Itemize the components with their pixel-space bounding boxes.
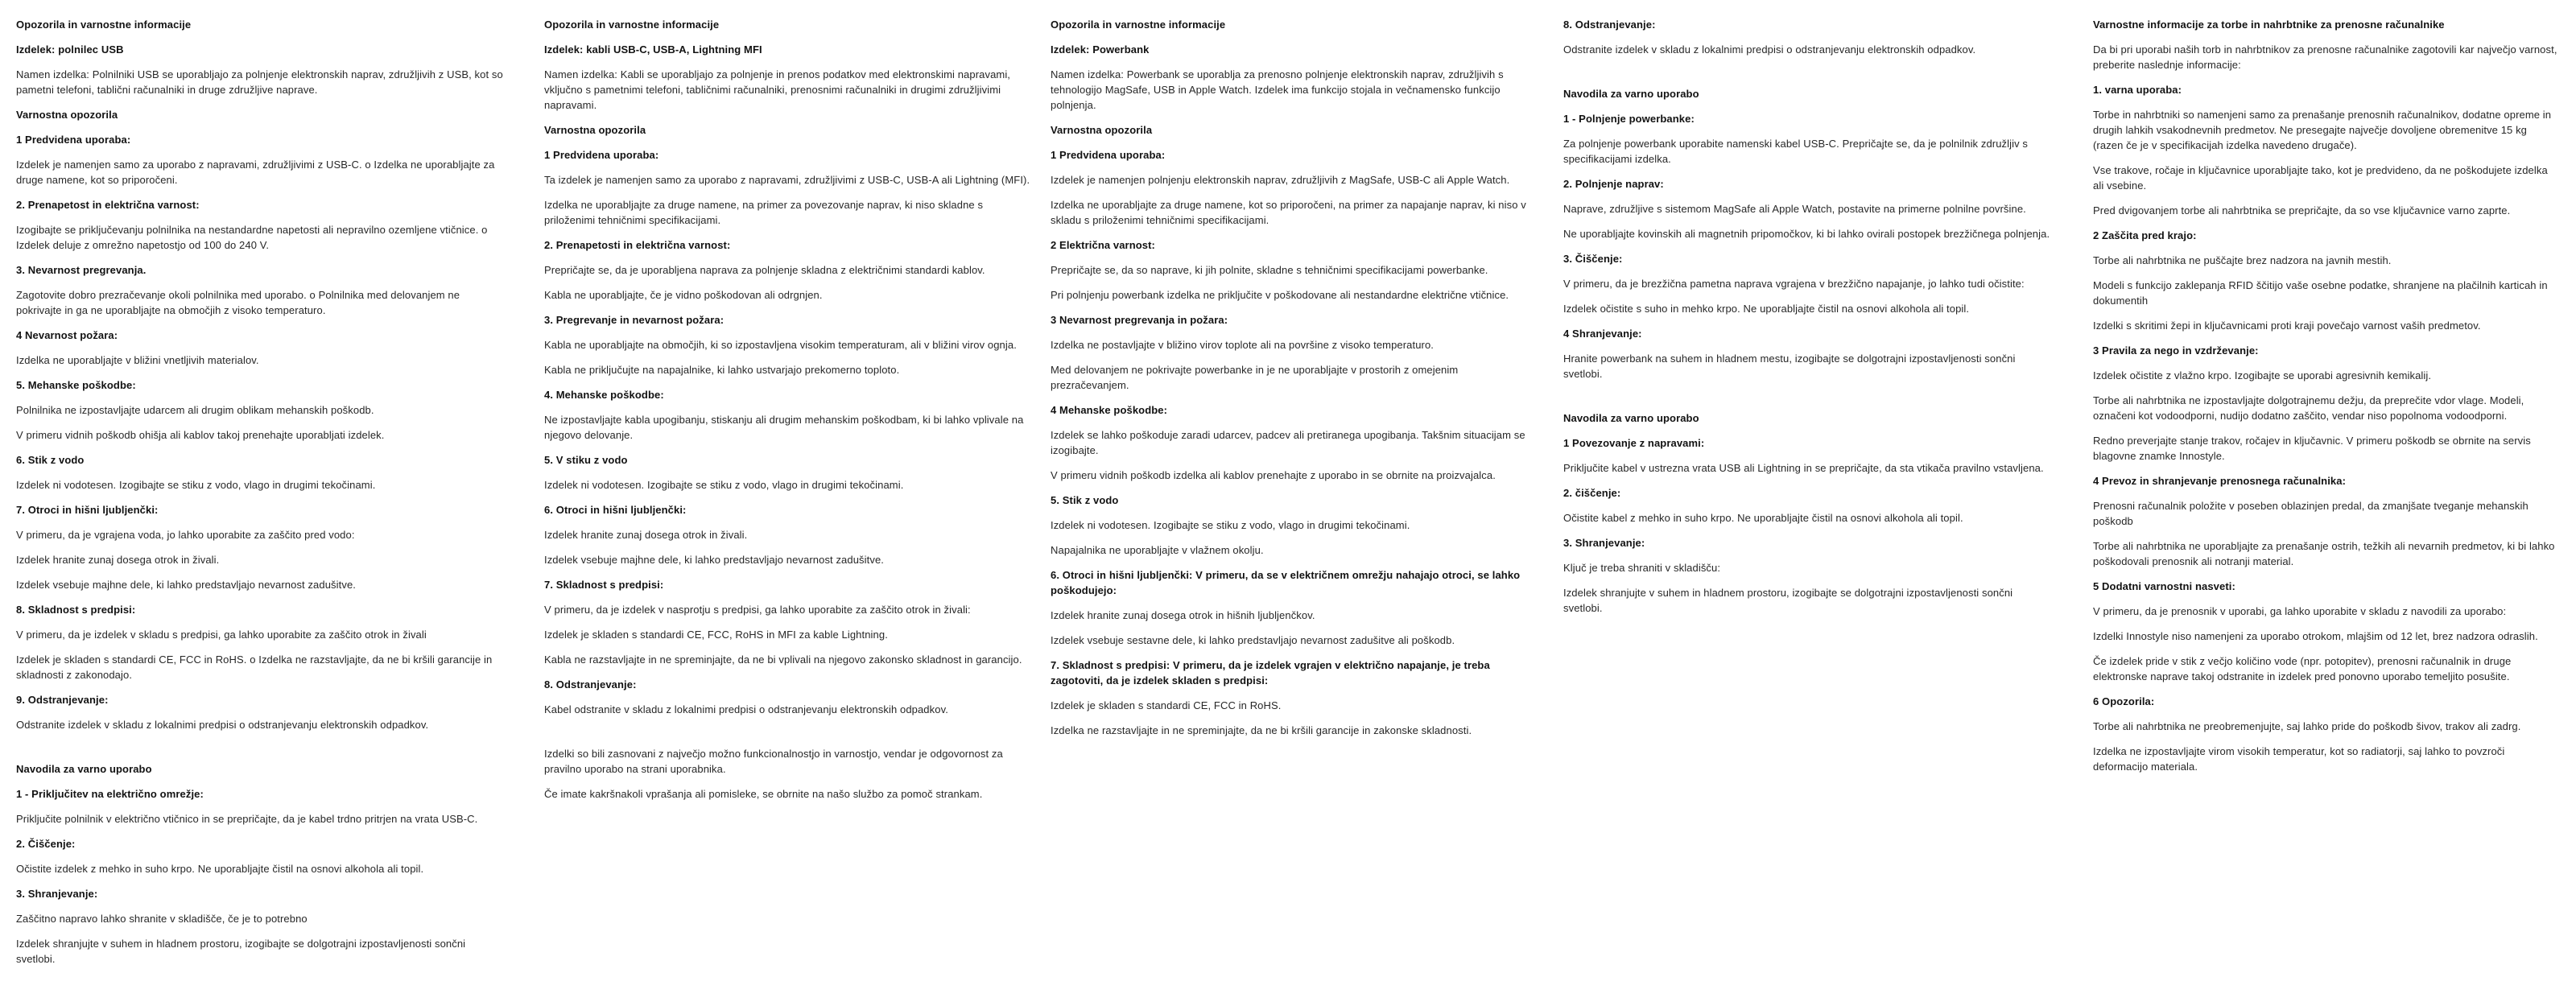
- paragraph: Izdelek hranite zunaj dosega otrok in živali.: [16, 554, 220, 566]
- paragraph: Izdelek ni vodotesen. Izogibajte se stiku z vodo, vlago in drugimi tekočinami.: [1051, 519, 1410, 531]
- paragraph: Očistite kabel z mehko in suho krpo. Ne uporabljajte čistil na osnovi alkohola ali topil.: [1563, 512, 1963, 524]
- paragraph: Izdelek je skladen s standardi CE, FCC, RoHS in MFI za kable Lightning.: [544, 629, 888, 641]
- paragraph: Torbe in nahrbtniki so namenjeni samo za prenašanje prenosnih računalnikov, dodatne opreme in drugih lahkih vsakodnevnih predmetov. Ne presegajte največje dovoljene obremenitve 15 kg (razen če je v specifikacijah izdelka navedeno drugače).: [2093, 109, 2552, 151]
- paragraph: Izdelek vsebuje majhne dele, ki lahko predstavljajo nevarnost zadušitve.: [16, 579, 356, 591]
- spacer: [1563, 391, 2050, 410]
- section-heading: 6. Stik z vodo: [16, 454, 85, 466]
- section-heading: 1 Predvidena uporaba:: [544, 149, 659, 161]
- section-heading: 9. Odstranjevanje:: [16, 694, 109, 706]
- paragraph: Torbe ali nahrbtnika ne izpostavljajte dolgotrajnemu dežju, da preprečite vdor vlage. Modeli, označeni kot vodoodporni, nudijo dodatno zaščito, vendar niso popolnoma vodoodporni.: [2093, 394, 2524, 422]
- paragraph: Če imate kakršnakoli vprašanja ali pomisleke, se obrnite na našo službo za pomoč strankam.: [544, 788, 983, 800]
- paragraph: Izdelka ne uporabljajte za druge namene, kot so priporočeni, na primer za napajanje naprav, ki niso v skladu s priloženimi tehničnimi specifikacijami.: [1051, 199, 1526, 226]
- section-heading: 8. Odstranjevanje:: [544, 678, 637, 691]
- paragraph: Izdelek hranite zunaj dosega otrok in hišnih ljubljenčkov.: [1051, 609, 1315, 621]
- section-heading: Varnostne informacije za torbe in nahrbtnike za prenosne računalnike: [2093, 19, 2445, 31]
- section-heading: 1. varna uporaba:: [2093, 84, 2182, 96]
- paragraph: V primeru, da je izdelek v skladu s predpisi, ga lahko uporabite za zaščito otrok in živali: [16, 629, 427, 641]
- section-heading: 2. čiščenje:: [1563, 487, 1621, 499]
- paragraph: Izdelek ni vodotesen. Izogibajte se stiku z vodo, vlago in drugimi tekočinami.: [16, 479, 376, 491]
- paragraph: Ta izdelek je namenjen samo za uporabo z napravami, združljivimi z USB-C, USB-A ali Lightning (MFI).: [544, 174, 1030, 186]
- spacer: [16, 742, 503, 761]
- section-heading: 2 Električna varnost:: [1051, 239, 1155, 251]
- paragraph: Izdelek hranite zunaj dosega otrok in živali.: [544, 529, 748, 541]
- section-heading: Izdelek: kabli USB-C, USB-A, Lightning MFI: [544, 43, 762, 56]
- paragraph: Odstranite izdelek v skladu z lokalnimi predpisi o odstranjevanju elektronskih odpadkov.: [1563, 43, 1976, 56]
- section-heading: 1 - Polnjenje powerbanke:: [1563, 113, 1695, 125]
- paragraph: Torbe ali nahrbtnika ne preobremenjujte, saj lahko pride do poškodb šivov, trakov ali zadrg.: [2093, 720, 2521, 732]
- paragraph: Izdelka ne razstavljajte in ne spreminjajte, da ne bi kršili garancije in zakonske skladnosti.: [1051, 724, 1472, 736]
- column-powerbank: [1051, 17, 1538, 748]
- paragraph: Izdelek je namenjen samo za uporabo z napravami, združljivimi z USB-C. o Izdelka ne uporabljajte za druge namene, kot so priporočeni.: [16, 159, 495, 186]
- section-heading: Navodila za varno uporabo: [16, 763, 152, 775]
- spacer: [1563, 67, 2050, 86]
- paragraph: Izdelek vsebuje majhne dele, ki lahko predstavljajo nevarnost zadušitve.: [544, 554, 884, 566]
- section-heading: 3 Pravila za nego in vzdrževanje:: [2093, 344, 2259, 357]
- paragraph: Kabla ne uporabljajte na območjih, ki so izpostavljena visokim temperaturam, ali v bližini virov ognja.: [544, 339, 1017, 351]
- column-powerbank-usage: [1563, 17, 2050, 625]
- section-heading: Opozorila in varnostne informacije: [1051, 19, 1226, 31]
- section-heading: 6 Opozorila:: [2093, 695, 2155, 707]
- spacer: [544, 727, 1031, 746]
- section-heading: 8. Odstranjevanje:: [1563, 19, 1656, 31]
- section-heading: 1 - Priključitev na električno omrežje:: [16, 788, 204, 800]
- paragraph: V primeru vidnih poškodb izdelka ali kablov prenehajte z uporabo in se obrnite na proizvajalca.: [1051, 469, 1496, 481]
- section-heading: 5 Dodatni varnostni nasveti:: [2093, 580, 2235, 592]
- paragraph: Izdelka ne izpostavljajte virom visokih temperatur, kot so radiatorji, saj lahko to povzroči deformacijo materiala.: [2093, 745, 2505, 773]
- section-heading: 7. Skladnost s predpisi:: [544, 579, 664, 591]
- paragraph: Odstranite izdelek v skladu z lokalnimi predpisi o odstranjevanju elektronskih odpadkov.: [16, 719, 429, 731]
- section-heading: Izdelek: Powerbank: [1051, 43, 1150, 56]
- paragraph: Očistite izdelek z mehko in suho krpo. Ne uporabljajte čistil na osnovi alkohola ali topil.: [16, 863, 424, 875]
- section-heading: 1 Predvidena uporaba:: [16, 134, 131, 146]
- column-laptop-bags: [2093, 17, 2560, 784]
- section-heading: 4. Mehanske poškodbe:: [544, 389, 664, 401]
- paragraph: Med delovanjem ne pokrivajte powerbanke in je ne uporabljajte v prostorih z omejenim prezračevanjem.: [1051, 364, 1459, 391]
- section-heading: Opozorila in varnostne informacije: [544, 19, 720, 31]
- section-heading: 3. Shranjevanje:: [1563, 537, 1645, 549]
- section-heading: 7. Otroci in hišni ljubljenčki:: [16, 504, 159, 516]
- section-heading: 4 Mehanske poškodbe:: [1051, 404, 1168, 416]
- section-heading: 8. Skladnost s predpisi:: [16, 604, 136, 616]
- section-heading: 6. Otroci in hišni ljubljenčki: V primeru, da se v električnem omrežju nahajajo otroci, se lahko poškodujejo:: [1051, 569, 1521, 596]
- paragraph: Priključite polnilnik v električno vtičnico in se prepričajte, da je kabel trdno pritrjen na vrata USB-C.: [16, 813, 478, 825]
- section-heading: 2. Prenapetost in električna varnost:: [16, 199, 200, 211]
- paragraph: Izogibajte se priključevanju polnilnika na nestandardne napetosti ali nepravilno ozemljene vtičnice. o Izdelek deluje z omrežno napetostjo od 100 do 240 V.: [16, 224, 488, 251]
- section-heading: Izdelek: polnilec USB: [16, 43, 124, 56]
- section-heading: Navodila za varno uporabo: [1563, 412, 1699, 424]
- section-heading: 4 Prevoz in shranjevanje prenosnega računalnika:: [2093, 475, 2347, 487]
- paragraph: Zagotovite dobro prezračevanje okoli polnilnika med uporabo. o Polnilnika med delovanjem ne pokrivajte in ga ne uporabljajte na območjih z visoko temperaturo.: [16, 289, 460, 316]
- section-heading: 5. Mehanske poškodbe:: [16, 379, 136, 391]
- paragraph: Za polnjenje powerbank uporabite namenski kabel USB-C. Prepričajte se, da je polnilnik združljiv s specifikacijami izdelka.: [1563, 138, 2029, 165]
- paragraph: V primeru, da je prenosnik v uporabi, ga lahko uporabite v skladu z navodili za uporabo:: [2093, 605, 2507, 617]
- paragraph: Redno preverjajte stanje trakov, ročajev in ključavnic. V primeru poškodb se obrnite na servis blagovne znamke Innostyle.: [2093, 435, 2531, 462]
- section-heading: 3. Čiščenje:: [1563, 253, 1623, 265]
- section-heading: Varnostna opozorila: [1051, 124, 1153, 136]
- section-heading: Varnostna opozorila: [16, 109, 118, 121]
- paragraph: Da bi pri uporabi naših torb in nahrbtnikov za prenosne računalnike zagotovili kar največjo varnost, preberite naslednje informacije:: [2093, 43, 2557, 71]
- paragraph: Izdelki Innostyle niso namenjeni za uporabo otrokom, mlajšim od 12 let, brez nadzora odraslih.: [2093, 630, 2538, 642]
- section-heading: 3. Shranjevanje:: [16, 888, 98, 900]
- paragraph: Izdelek ni vodotesen. Izogibajte se stiku z vodo, vlago in drugimi tekočinami.: [544, 479, 904, 491]
- column-cables: [544, 17, 1031, 811]
- section-heading: Varnostna opozorila: [544, 124, 646, 136]
- paragraph: V primeru, da je brezžična pametna naprava vgrajena v brezžično napajanje, jo lahko tudi očistite:: [1563, 278, 2025, 290]
- paragraph: Izdelek očistite z vlažno krpo. Izogibajte se uporabi agresivnih kemikalij.: [2093, 369, 2432, 381]
- section-heading: 5. Stik z vodo: [1051, 494, 1119, 506]
- section-heading: 1 Povezovanje z napravami:: [1563, 437, 1705, 449]
- paragraph: Naprave, združljive s sistemom MagSafe ali Apple Watch, postavite na primerne polnilne površine.: [1563, 203, 2026, 215]
- paragraph: Izdelek vsebuje sestavne dele, ki lahko predstavljajo nevarnost zadušitve ali poškodb.: [1051, 634, 1455, 646]
- paragraph: Ključ je treba shraniti v skladišču:: [1563, 562, 1721, 574]
- paragraph: Ne uporabljajte kovinskih ali magnetnih pripomočkov, ki bi lahko ovirali postopek brezžičnega polnjenja.: [1563, 228, 2050, 240]
- paragraph: Napajalnika ne uporabljajte v vlažnem okolju.: [1051, 544, 1264, 556]
- section-heading: 4 Nevarnost požara:: [16, 329, 118, 341]
- paragraph: Torbe ali nahrbtnika ne puščajte brez nadzora na javnih mestih.: [2093, 254, 2392, 266]
- paragraph: Izdelek je skladen s standardi CE, FCC in RoHS. o Izdelka ne razstavljajte, da ne bi kršili garancije in skladnosti z zakonodajo.: [16, 653, 493, 681]
- paragraph: Prepričajte se, da so naprave, ki jih polnite, skladne s tehničnimi specifikacijami powerbanke.: [1051, 264, 1488, 276]
- paragraph: Izdelek je namenjen polnjenju elektronskih naprav, združljivih z MagSafe, USB-C ali Apple Watch.: [1051, 174, 1510, 186]
- paragraph: Kabla ne razstavljajte in ne spreminjajte, da ne bi vplivali na njegovo zakonsko skladnost in garancijo.: [544, 653, 1022, 666]
- paragraph: Priključite kabel v ustrezna vrata USB ali Lightning in se prepričajte, da sta vtikača pravilno vstavljena.: [1563, 462, 2044, 474]
- section-heading: Opozorila in varnostne informacije: [16, 19, 192, 31]
- section-heading: 2. Polnjenje naprav:: [1563, 178, 1664, 190]
- section-heading: 3 Nevarnost pregrevanja in požara:: [1051, 314, 1228, 326]
- section-heading: Navodila za varno uporabo: [1563, 88, 1699, 100]
- paragraph: Izdelki so bili zasnovani z največjo možno funkcionalnostjo in varnostjo, vendar je odgovornost za pravilno uporabo na strani uporabnika.: [544, 748, 1003, 775]
- section-heading: 6. Otroci in hišni ljubljenčki:: [544, 504, 687, 516]
- paragraph: V primeru vidnih poškodb ohišja ali kablov takoj prenehajte uporabljati izdelek.: [16, 429, 385, 441]
- paragraph: Izdelka ne uporabljajte v bližini vnetljivih materialov.: [16, 354, 259, 366]
- paragraph: Izdelek shranjujte v suhem in hladnem prostoru, izogibajte se dolgotrajni izpostavljenosti sončni svetlobi.: [16, 938, 466, 965]
- column-usb-charger: [16, 17, 503, 976]
- paragraph: Kabla ne uporabljajte, če je vidno poškodovan ali odrgnjen.: [544, 289, 823, 301]
- section-heading: 2. Čiščenje:: [16, 838, 76, 850]
- paragraph: Zaščitno napravo lahko shranite v skladišče, če je to potrebno: [16, 913, 308, 925]
- paragraph: Ne izpostavljajte kabla upogibanju, stiskanju ali drugim mehanskim poškodbam, ki bi lahko vplivale na njegovo delovanje.: [544, 414, 1024, 441]
- paragraph: Izdelki s skritimi žepi in ključavnicami proti kraji povečajo varnost vaših predmetov.: [2093, 320, 2481, 332]
- section-heading: 2 Zaščita pred krajo:: [2093, 229, 2197, 241]
- section-heading: 3. Nevarnost pregrevanja.: [16, 264, 147, 276]
- section-heading: 2. Prenapetosti in električna varnost:: [544, 239, 731, 251]
- paragraph: Namen izdelka: Powerbank se uporablja za prenosno polnjenje elektronskih naprav, združljivih s tehnologijo MagSafe, USB in Apple Watch. Izdelek ima funkcijo stojala in večnamensko funkcijo polnjenja.: [1051, 68, 1504, 111]
- paragraph: Modeli s funkcijo zaklepanja RFID ščitijo vaše osebne podatke, shranjene na plačilnih karticah in dokumentih: [2093, 279, 2548, 307]
- paragraph: V primeru, da je izdelek v nasprotju s predpisi, ga lahko uporabite za zaščito otrok in živali:: [544, 604, 971, 616]
- paragraph: Kabla ne priključujte na napajalnike, ki lahko ustvarjajo prekomerno toploto.: [544, 364, 900, 376]
- section-heading: 5. V stiku z vodo: [544, 454, 628, 466]
- section-heading: 3. Pregrevanje in nevarnost požara:: [544, 314, 724, 326]
- paragraph: Izdelek je skladen s standardi CE, FCC in RoHS.: [1051, 699, 1282, 711]
- paragraph: Vse trakove, ročaje in ključavnice uporabljajte tako, kot je predvideno, da ne poškodujete izdelka ali vsebine.: [2093, 164, 2548, 192]
- paragraph: Izdelek shranjujte v suhem in hladnem prostoru, izogibajte se dolgotrajni izpostavljenosti sončni svetlobi.: [1563, 587, 2013, 614]
- paragraph: Izdelek se lahko poškoduje zaradi udarcev, padcev ali pretiranega upogibanja. Takšnim situacijam se izogibajte.: [1051, 429, 1525, 456]
- paragraph: Torbe ali nahrbtnika ne uporabljajte za prenašanje ostrih, težkih ali nevarnih predmetov, ki bi lahko poškodovali prenosnik ali notranji material.: [2093, 540, 2555, 567]
- paragraph: Polnilnika ne izpostavljajte udarcem ali drugim oblikam mehanskih poškodb.: [16, 404, 374, 416]
- paragraph: Izdelka ne postavljajte v bližino virov toplote ali na površine z visoko temperaturo.: [1051, 339, 1435, 351]
- paragraph: Prepričajte se, da je uporabljena naprava za polnjenje skladna z električnimi standardi kablov.: [544, 264, 985, 276]
- paragraph: Prenosni računalnik položite v poseben oblazinjen predal, da zmanjšate tveganje mehanskih poškodb: [2093, 500, 2529, 527]
- paragraph: Izdelka ne uporabljajte za druge namene, na primer za povezovanje naprav, ki niso skladne s priloženimi tehničnimi specifikacijami.: [544, 199, 984, 226]
- paragraph: Pred dvigovanjem torbe ali nahrbtnika se prepričajte, da so vse ključavnice varno zaprte.: [2093, 204, 2511, 216]
- paragraph: V primeru, da je vgrajena voda, jo lahko uporabite za zaščito pred vodo:: [16, 529, 355, 541]
- paragraph: Izdelek očistite s suho in mehko krpo. Ne uporabljajte čistil na osnovi alkohola ali topil.: [1563, 303, 1970, 315]
- paragraph: Pri polnjenju powerbank izdelka ne priključite v poškodovane ali nestandardne električne vtičnice.: [1051, 289, 1509, 301]
- paragraph: Namen izdelka: Polnilniki USB se uporabljajo za polnjenje elektronskih naprav, združljivih z USB, kot so pametni telefoni, tablični računalniki in druge združljive naprave.: [16, 68, 503, 96]
- paragraph: Namen izdelka: Kabli se uporabljajo za polnjenje in prenos podatkov med elektronskimi napravami, vključno s pametnimi telefoni, tabličnimi računalniki, prenosnimi računalniki in drugimi združljivimi napravami.: [544, 68, 1011, 111]
- paragraph: Če izdelek pride v stik z večjo količino vode (npr. potopitev), prenosni računalnik in druge elektronske naprave takoj odstranite in izdelek pred ponovno uporabo temeljito posušite.: [2093, 655, 2512, 682]
- section-heading: 1 Predvidena uporaba:: [1051, 149, 1166, 161]
- paragraph: Kabel odstranite v skladu z lokalnimi predpisi o odstranjevanju elektronskih odpadkov.: [544, 703, 948, 715]
- section-heading: 4 Shranjevanje:: [1563, 328, 1642, 340]
- paragraph: Hranite powerbank na suhem in hladnem mestu, izogibajte se dolgotrajni izpostavljenosti sončni svetlobi.: [1563, 353, 2016, 380]
- section-heading: 7. Skladnost s predpisi: V primeru, da je izdelek vgrajen v električno napajanje, je treba zagotoviti, da je izdelek skladen s predpisi:: [1051, 659, 1490, 686]
